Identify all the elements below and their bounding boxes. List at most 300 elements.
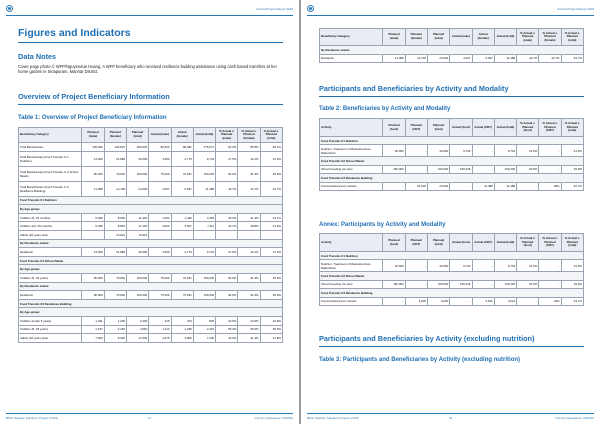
table-cell: 2,621 (472, 297, 494, 305)
left-content (18, 27, 283, 43)
footer-divider (6, 413, 293, 414)
title-rule (18, 42, 283, 43)
table1-wrap (18, 127, 283, 343)
column-header: Actual (total) (494, 234, 516, 252)
table-cell: 2,197 (82, 325, 104, 334)
table-cell: 160,000 (427, 280, 449, 288)
table-cell: - (405, 280, 427, 288)
table-section-row (19, 265, 283, 274)
column-header: % Actual v. Planned (female) (238, 128, 260, 143)
section1-heading: Participants and Beneficiaries by Activity and Modality (319, 84, 509, 93)
table-cell: 11,488 (472, 182, 494, 190)
footer-left-text: Bihar Nutrition Solutions Project (2019) (307, 416, 359, 420)
table-cell: 105,186 (82, 143, 104, 152)
table-cell: 3,800 (171, 334, 193, 343)
table-cell: 21.6% (561, 145, 583, 157)
table-cell: 21.6% (561, 260, 583, 272)
column-header: Planned (female) (104, 128, 126, 143)
table-row (19, 230, 283, 239)
page-number: 15 (448, 416, 453, 420)
table-cell: 4,960 (149, 248, 171, 257)
table-cell: 34.8% (260, 316, 282, 325)
column-header: Beneficiary Category (19, 128, 82, 143)
table-cell: 94.6% (216, 166, 238, 181)
section-label: Food Transfer-C3 Resilience Building (19, 299, 283, 308)
table-cell: 11,488 (494, 182, 516, 190)
table-cell: 160,000 (126, 166, 148, 181)
table-cell: 8,500 (104, 213, 126, 222)
table-cell: 474 (171, 316, 193, 325)
table-cell (171, 230, 193, 239)
table-section-row (19, 256, 283, 265)
table-cell: 5,395 (82, 222, 104, 231)
table-cell: - (472, 145, 494, 157)
column-header: Planned (total) (427, 119, 449, 137)
footer-right-text: Country Operations: 2019/20 (555, 416, 594, 420)
table-cell: 9,734 (494, 260, 516, 272)
table-cell: 4,667 (149, 181, 171, 196)
table-cell: 7,230 (193, 334, 215, 343)
column-header: % Actual v. Planned (food) (517, 119, 539, 137)
row-label: Adults (18 years plus) (19, 334, 82, 343)
left-page (0, 0, 299, 424)
table-cell: 160,000 (427, 165, 449, 173)
row-label: Children (6- 23 months) (19, 213, 82, 222)
table-cell: 56.6% (260, 325, 282, 334)
table-cell: 34.9% (238, 316, 260, 325)
row-label: Adults (18 years plus) (19, 230, 82, 239)
section1 (319, 84, 584, 97)
table-cell: 79,000 (104, 166, 126, 181)
column-header: Planned (food) (383, 234, 405, 252)
table-cell: 4,960 (149, 151, 171, 166)
table-cell: 51,989 (104, 248, 126, 257)
table-cell: 72,621 (171, 273, 193, 282)
table-cell: 4,773 (171, 248, 193, 257)
table3-title: Table 3: Participants and Beneficiaries by Activity (excluding nutrition) (319, 357, 521, 363)
table-cell: 6,000 (427, 297, 449, 305)
table-cell: 21.6% (517, 260, 539, 272)
table-cell: 150,246 (193, 166, 215, 181)
table-cell: 9,734 (193, 248, 215, 257)
table-row (320, 297, 584, 305)
column-header: Planned (male) (82, 128, 104, 143)
table-cell: 48% (539, 182, 561, 190)
table-cell: 79,000 (104, 273, 126, 282)
column-header: Actual (food) (450, 234, 472, 252)
table-cell: 91.9% (238, 166, 260, 181)
table-cell: 2,415 (193, 325, 215, 334)
table-cell: 41.8% (260, 334, 282, 343)
column-header: % Actual v. Planned (total) (561, 234, 583, 252)
table-section-row (320, 272, 584, 280)
table-cell: 21.6% (260, 248, 282, 257)
annex-table-wrap (319, 233, 584, 306)
table-cell: 19.1% (238, 248, 260, 257)
column-header: Actual (total) (494, 29, 516, 46)
section-label: By Age-group: (19, 308, 283, 317)
table-cell: 80,000 (82, 291, 104, 300)
table-cell: - (517, 297, 539, 305)
table-cell: 4,560 (126, 325, 148, 334)
table-cell: - (405, 260, 427, 272)
table-section-row (19, 196, 283, 205)
table-cell: 82.3% (216, 143, 238, 152)
table-row (19, 334, 283, 343)
table2-title-wrap (319, 106, 584, 112)
table-cell (82, 230, 104, 239)
section1-rule (319, 96, 584, 97)
table-row (320, 54, 584, 63)
table-cell: 40,000 (126, 248, 148, 257)
table-cell: 103,810 (104, 143, 126, 152)
row-label: Nutrition: Treatment of Moderate Acute Malnutrition (320, 260, 383, 272)
table-cell: 17,100 (126, 222, 148, 231)
section2 (319, 334, 584, 347)
column-header: Planned (total) (427, 234, 449, 252)
table-cell: 24,000 (126, 181, 148, 196)
row-label: Residents (320, 54, 383, 63)
column-header: Planned (CBT) (405, 119, 427, 137)
table-cell: 21.6% (517, 145, 539, 157)
table-cell: 3,507 (171, 222, 193, 231)
row-label: Residents (19, 248, 82, 257)
column-header: Planned (total) (427, 29, 449, 46)
table1-title: Table 1: Overview of Project Beneficiary Information (18, 115, 167, 121)
table-cell (193, 230, 215, 239)
table-cell: 150,246 (494, 165, 516, 173)
annex-heading: Annex: Participants by Activity and Modality (319, 222, 446, 228)
table-cell: 836 (193, 316, 215, 325)
table-cell: 44.7% (216, 222, 238, 231)
table-cell: - (405, 145, 427, 157)
table-cell: 12,728 (405, 54, 427, 63)
column-header: Planned (total) (126, 128, 148, 143)
table-cell: 44% (539, 297, 561, 305)
column-header: Actual (female) (171, 128, 193, 143)
table-cell: 11,088 (82, 181, 104, 196)
table-cell: 160,000 (383, 165, 405, 173)
table-cell: 40,000 (383, 260, 405, 272)
table-cell: - (450, 297, 472, 305)
section-label: By Age-group: (19, 205, 283, 214)
table-cell: 4,667 (450, 54, 472, 63)
table-cell (216, 230, 238, 239)
column-header: Actual (total) (494, 119, 516, 137)
table-cell: 94.6% (216, 291, 238, 300)
table-cell: 75,626 (149, 166, 171, 181)
table-cell: 150,246 (193, 291, 215, 300)
column-header: Activity (320, 234, 383, 252)
table-cell: 80,000 (82, 166, 104, 181)
row-label: Children (under 5 years) (19, 316, 82, 325)
data-notes-heading: Data Notes (18, 52, 57, 61)
table-cell: 24,000 (405, 182, 427, 190)
table2-title: Table 2: Beneficiaries by Activity and Modality (319, 106, 451, 112)
table-cell: 13,456 (82, 248, 104, 257)
table-cell: 93.9% (260, 291, 282, 300)
table-cell: 23.1% (260, 213, 282, 222)
table-cell: 150,246 (193, 273, 215, 282)
row-label: Children (24- 59 months) (19, 222, 82, 231)
annex-table (319, 233, 584, 306)
table-section-row (19, 239, 283, 248)
page-header-text: Annual Project Report 2019 (256, 7, 293, 11)
table-header-row (320, 119, 584, 137)
table-cell: 93.9% (561, 280, 583, 288)
table-section-row (320, 157, 584, 165)
table-row (19, 213, 283, 222)
table-cell: 1,295 (171, 325, 193, 334)
row-label: Total Beneficiaries (Food Transfer C-2 School Meals) (19, 166, 82, 181)
table-cell: 1,112 (149, 325, 171, 334)
table-cell: 59.2% (238, 325, 260, 334)
table-cell: - (383, 182, 405, 190)
table-cell: 42.4% (216, 334, 238, 343)
row-label: Children (5- 18 years) (19, 273, 82, 282)
table-cell: 75,626 (149, 273, 171, 282)
table-section-row (19, 299, 283, 308)
table-cell: 40,000 (126, 151, 148, 166)
table-cell: 8,846 (104, 222, 126, 231)
table-cell: 11,488 (193, 181, 215, 196)
table-cell: 1,364 (149, 213, 171, 222)
right-page (301, 0, 600, 424)
table-cell: - (517, 182, 539, 190)
table-cell: 40,000 (383, 145, 405, 157)
table-cell: 2,169 (104, 325, 126, 334)
table-cell: 40,000 (427, 260, 449, 272)
table-header-row (320, 29, 584, 46)
table-cell: 43.7% (260, 181, 282, 196)
table-cell: 93.9% (260, 166, 282, 181)
table-cell: 93.9% (517, 165, 539, 173)
row-label: Residents (19, 291, 82, 300)
section-label: Food Transfer-C2 School Meals (320, 157, 584, 165)
table-row (19, 248, 283, 257)
footer-right-text: Country Operations: 2019/20 (254, 416, 293, 420)
table-cell: 43.7% (539, 54, 561, 63)
table-cell: 55.4% (216, 325, 238, 334)
table-cell: 9,734 (450, 145, 472, 157)
table-cell: 209,000 (126, 143, 148, 152)
section-label: Food Transfer-C1 Nutrition (320, 252, 584, 260)
table-cell: 93.9% (260, 273, 282, 282)
table1-title-wrap (18, 115, 283, 121)
column-header: % Actual v. Planned (food) (517, 234, 539, 252)
table-cell: 93.9% (517, 280, 539, 288)
overview-rule (18, 104, 283, 105)
table-cell: 10,910 (104, 230, 126, 239)
table-row (19, 143, 283, 152)
table-cell: 72,621 (171, 291, 193, 300)
table-cell: 9,734 (494, 145, 516, 157)
table1-continued (319, 28, 584, 63)
section-label: By Residence status: (320, 46, 584, 55)
table-cell: 160,000 (126, 291, 148, 300)
table-cell: 2,621 (494, 297, 516, 305)
table-cell: 160,000 (126, 273, 148, 282)
table-cell: 3,604 (149, 222, 171, 231)
column-header: Beneficiary Category (320, 29, 383, 46)
table-cell: 6,000 (405, 297, 427, 305)
table-cell: 25.3% (216, 213, 238, 222)
row-label: Total Beneficiaries (19, 143, 82, 152)
header-divider (307, 15, 594, 16)
section-label: By Residence status: (19, 239, 283, 248)
column-header: % Actual v. Planned (CBT) (539, 119, 561, 137)
table-row (19, 325, 283, 334)
table-cell: 91.9% (238, 273, 260, 282)
page-header-text: Annual Project Report 2019 (557, 7, 594, 11)
table2-wrap (319, 118, 584, 191)
table-cell: 7,560 (82, 334, 104, 343)
table-cell: - (405, 165, 427, 173)
section-label: Food Transfer-C1 Nutrition (320, 137, 584, 145)
section-label: Food Transfer-C3 Resilience Building (320, 174, 584, 182)
table-cell (260, 230, 282, 239)
table-cell: 24,000 (427, 54, 449, 63)
table-cell: 40,000 (427, 145, 449, 157)
table-cell: 1,291 (82, 316, 104, 325)
column-header: % Actual v. Planned (male) (216, 128, 238, 143)
table-cell: 4,318 (193, 213, 215, 222)
table-row (19, 291, 283, 300)
table-cell: 41.6% (260, 222, 282, 231)
table-cell: 24,000 (427, 182, 449, 190)
table-cell: 160,000 (383, 280, 405, 288)
footer-divider (307, 413, 594, 414)
column-header: % Actual v. Planned (total) (260, 128, 282, 143)
table-cell: 89,081 (171, 143, 193, 152)
table-cell: 150,246 (450, 280, 472, 288)
table-cell: 91.9% (238, 291, 260, 300)
table-row (320, 280, 584, 288)
table-section-row (320, 174, 584, 182)
table-cell: 51,989 (104, 151, 126, 166)
table-row (320, 260, 584, 272)
table-cell: 93.9% (561, 165, 583, 173)
table-cell (238, 230, 260, 239)
table-cell: - (472, 165, 494, 173)
row-label: Food-Assistance-for-Assets (320, 297, 383, 305)
page-title: Figures and Indicators (18, 27, 131, 39)
table-header-row (19, 128, 283, 143)
section-label: Food Transfer-C2 School Meals (19, 256, 283, 265)
table-cell: 41.4% (238, 334, 260, 343)
column-header: Actual (female) (472, 29, 494, 46)
table-cell: 75,626 (149, 291, 171, 300)
table-cell: 4,773 (171, 151, 193, 166)
table-row (19, 181, 283, 196)
table-cell (149, 230, 171, 239)
table-row (19, 273, 283, 282)
section2-heading: Participants and Beneficiaries by Activity (excluding nutrition) (319, 334, 535, 343)
table-row (19, 222, 283, 231)
table-section-row (19, 205, 283, 214)
table-cell: 80,000 (82, 273, 104, 282)
table-section-row (19, 282, 283, 291)
table-cell: 11,300 (126, 213, 148, 222)
data-notes-text: Cover page photo © WFP/Nguyendue Hoang, A WFP beneficiary who received resilience building assistance using cash based transfers at her home garden in Sinapuram, Mannar District. (18, 64, 277, 75)
table-cell: 5,390 (82, 213, 104, 222)
table-cell: 7,111 (193, 222, 215, 231)
row-label: Total Beneficiaries (Food Transfer C-1 Nutrition) (19, 151, 82, 166)
column-header: Planned (CBT) (405, 234, 427, 252)
section-label: By Age-group: (19, 265, 283, 274)
table-cell: 1,209 (104, 316, 126, 325)
table-row (320, 165, 584, 173)
table-cell: - (472, 280, 494, 288)
table-cell: 11,488 (494, 54, 516, 63)
table-cell: 94.6% (216, 273, 238, 282)
row-label: School Feeding (on-site) (320, 165, 383, 173)
data-notes-section (18, 52, 283, 75)
column-header: Actual (food) (450, 119, 472, 137)
section-label: Food Transfer-C1 Nutrition (19, 196, 283, 205)
column-header: Planned (male) (383, 29, 405, 46)
table-section-row (320, 46, 584, 55)
table-cell: 43.7% (238, 181, 260, 196)
table-cell: - (539, 280, 561, 288)
table-row (320, 145, 584, 157)
table-cell: - (539, 260, 561, 272)
table-cell: 32.6% (216, 316, 238, 325)
column-header: % Actual v. Planned (female) (539, 29, 561, 46)
table-cell: 27.5% (216, 151, 238, 166)
table-row (19, 166, 283, 181)
table-row (19, 151, 283, 166)
table1 (18, 127, 283, 343)
section-label: Food Transfer-C3 Resilience Building (320, 289, 584, 297)
column-header: Actual (male) (149, 128, 171, 143)
table-cell: 150,246 (450, 165, 472, 173)
table-cell: - (472, 260, 494, 272)
column-header: Planned (food) (383, 119, 405, 137)
table-header-row (320, 234, 584, 252)
table-cell: 27.5% (216, 248, 238, 257)
table-cell: 72,621 (171, 166, 193, 181)
table-section-row (320, 289, 584, 297)
column-header: Actual (total) (193, 128, 215, 143)
table-cell: 84.1% (260, 143, 282, 152)
table-cell: 19.1% (238, 151, 260, 166)
table-cell: - (383, 297, 405, 305)
column-header: % Actual v. Planned (total) (561, 29, 583, 46)
row-label: School Feeding (on-site) (320, 280, 383, 288)
table2 (319, 118, 584, 191)
table-cell: 1,496 (171, 213, 193, 222)
table-cell: 79,000 (104, 291, 126, 300)
table-row (320, 182, 584, 190)
table-cell: 21.4% (238, 213, 260, 222)
table-cell: 6,997 (171, 181, 193, 196)
table-cell: 43.7% (561, 54, 583, 63)
table-cell: 2,400 (126, 316, 148, 325)
wfp-logo-icon (307, 5, 314, 12)
section2-rule (319, 346, 584, 347)
row-label: Children (5- 18 years) (19, 325, 82, 334)
column-header: % Actual v. Planned (male) (517, 29, 539, 46)
header-divider (6, 15, 293, 16)
table-cell: 13,456 (82, 151, 104, 166)
table-cell: 42.7% (561, 182, 583, 190)
table-cell: - (539, 165, 561, 173)
table-cell: - (539, 145, 561, 157)
table-cell: 17,000 (126, 334, 148, 343)
table-cell: 150,246 (494, 280, 516, 288)
column-header: Planned (female) (405, 29, 427, 46)
